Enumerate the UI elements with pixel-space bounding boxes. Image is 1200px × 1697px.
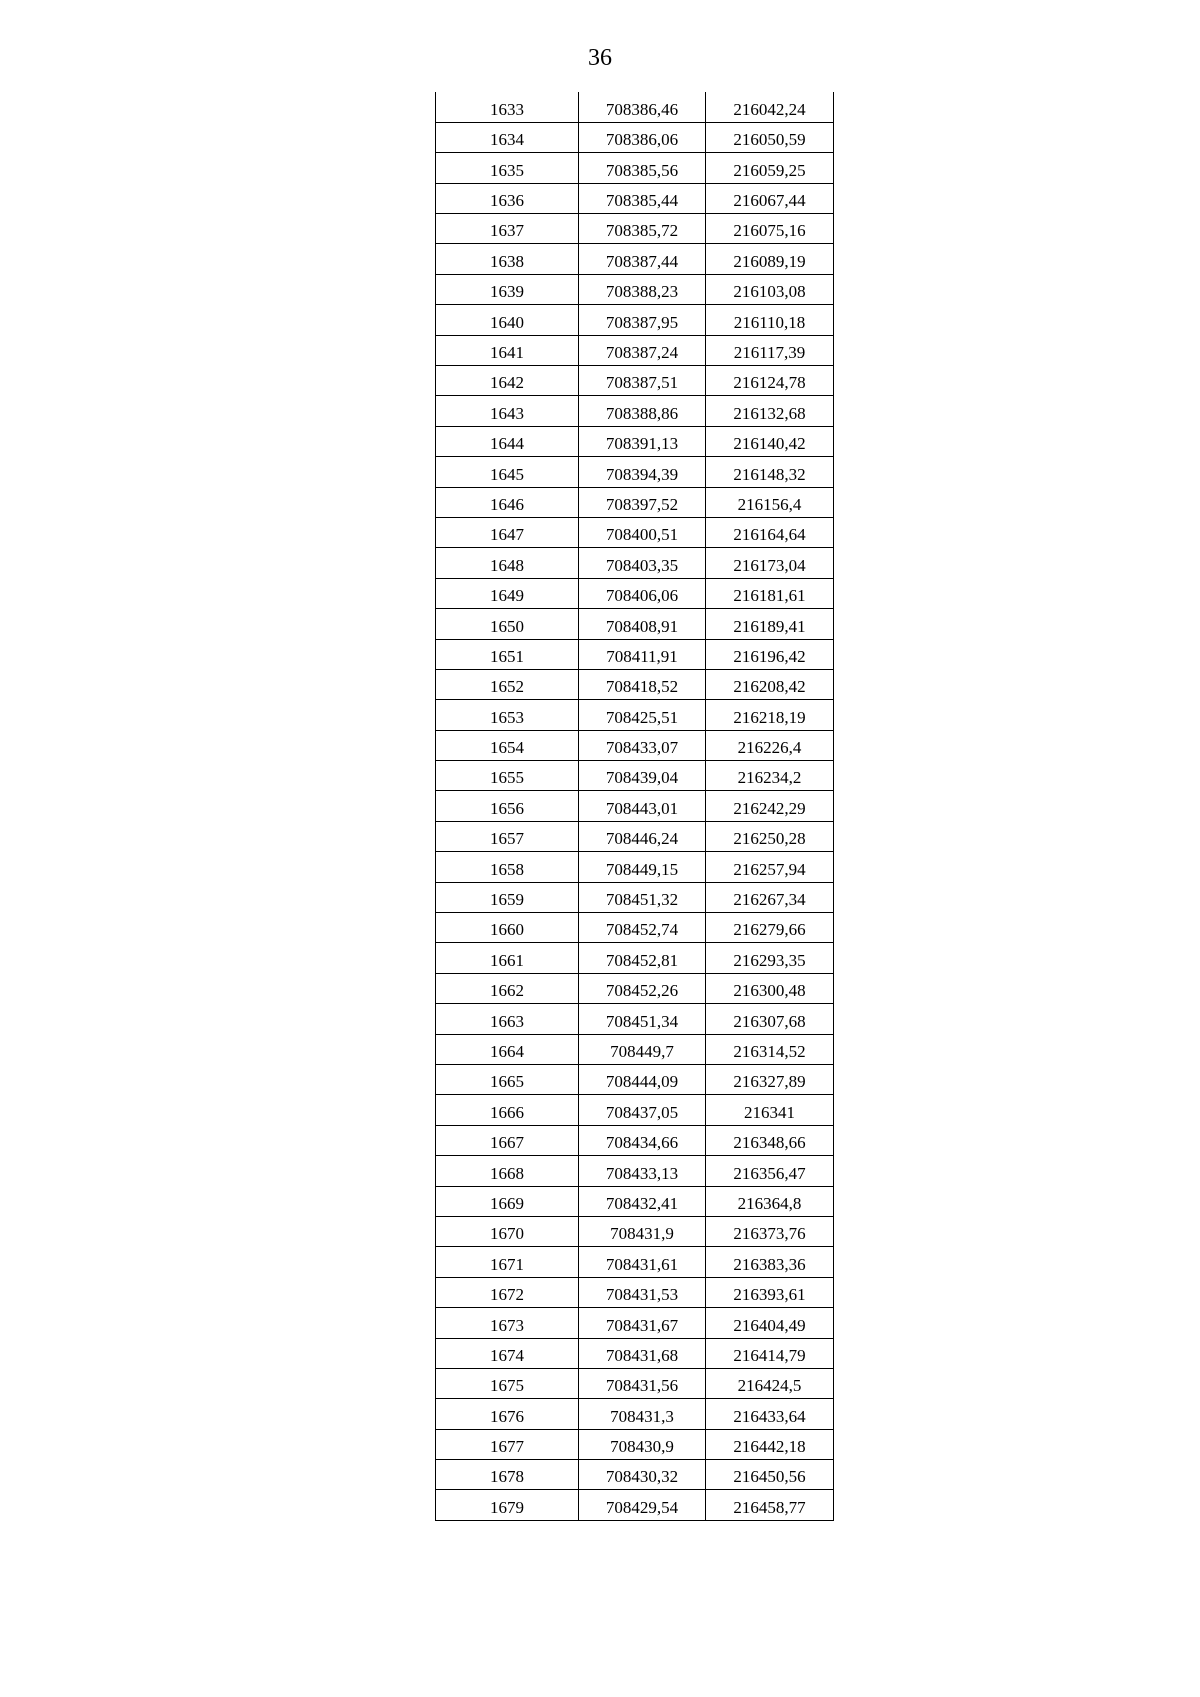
y-coordinate-cell: 216442,18: [706, 1429, 834, 1459]
point-number-cell: 1667: [436, 1125, 579, 1155]
y-coordinate-cell: 216348,66: [706, 1125, 834, 1155]
x-coordinate-cell: 708400,51: [579, 517, 706, 547]
point-number-cell: 1664: [436, 1034, 579, 1064]
y-coordinate-cell: 216173,04: [706, 548, 834, 578]
table-row: [436, 700, 834, 730]
y-coordinate-cell: 216458,77: [706, 1490, 834, 1520]
table-row: [436, 548, 834, 578]
y-coordinate-cell: 216218,19: [706, 700, 834, 730]
x-coordinate-cell: 708449,15: [579, 852, 706, 882]
x-coordinate-cell: 708452,26: [579, 973, 706, 1003]
table-row: [436, 821, 834, 851]
table-row: [436, 92, 834, 122]
y-coordinate-cell: 216373,76: [706, 1216, 834, 1246]
point-number-cell: 1645: [436, 457, 579, 487]
point-number-cell: 1669: [436, 1186, 579, 1216]
table-row: [436, 730, 834, 760]
table-row: [436, 335, 834, 365]
table-row: [436, 852, 834, 882]
x-coordinate-cell: 708408,91: [579, 609, 706, 639]
point-number-cell: 1660: [436, 913, 579, 943]
y-coordinate-cell: 216234,2: [706, 761, 834, 791]
point-number-cell: 1636: [436, 183, 579, 213]
y-coordinate-cell: 216383,36: [706, 1247, 834, 1277]
point-number-cell: 1640: [436, 305, 579, 335]
table-row: [436, 396, 834, 426]
table-row: [436, 791, 834, 821]
y-coordinate-cell: 216393,61: [706, 1277, 834, 1307]
table-row: [436, 1399, 834, 1429]
table-row: [436, 669, 834, 699]
table-row: [436, 1247, 834, 1277]
table-row: [436, 487, 834, 517]
y-coordinate-cell: 216267,34: [706, 882, 834, 912]
y-coordinate-cell: 216450,56: [706, 1460, 834, 1490]
table-row: [436, 639, 834, 669]
point-number-cell: 1659: [436, 882, 579, 912]
point-number-cell: 1649: [436, 578, 579, 608]
point-number-cell: 1663: [436, 1004, 579, 1034]
point-number-cell: 1656: [436, 791, 579, 821]
page-number: 36: [588, 45, 612, 71]
x-coordinate-cell: 708451,34: [579, 1004, 706, 1034]
y-coordinate-cell: 216059,25: [706, 153, 834, 183]
point-number-cell: 1651: [436, 639, 579, 669]
table-row: [436, 1034, 834, 1064]
point-number-cell: 1639: [436, 274, 579, 304]
point-number-cell: 1647: [436, 517, 579, 547]
y-coordinate-cell: 216067,44: [706, 183, 834, 213]
point-number-cell: 1650: [436, 609, 579, 639]
table-row: [436, 761, 834, 791]
table-row: [436, 1186, 834, 1216]
y-coordinate-cell: 216075,16: [706, 214, 834, 244]
point-number-cell: 1652: [436, 669, 579, 699]
table-row: [436, 1125, 834, 1155]
point-number-cell: 1654: [436, 730, 579, 760]
x-coordinate-cell: 708397,52: [579, 487, 706, 517]
point-number-cell: 1679: [436, 1490, 579, 1520]
x-coordinate-cell: 708437,05: [579, 1095, 706, 1125]
y-coordinate-cell: 216148,32: [706, 457, 834, 487]
x-coordinate-cell: 708429,54: [579, 1490, 706, 1520]
y-coordinate-cell: 216181,61: [706, 578, 834, 608]
point-number-cell: 1671: [436, 1247, 579, 1277]
table-row: [436, 943, 834, 973]
x-coordinate-cell: 708388,86: [579, 396, 706, 426]
point-number-cell: 1657: [436, 821, 579, 851]
y-coordinate-cell: 216279,66: [706, 913, 834, 943]
table-row: [436, 244, 834, 274]
x-coordinate-cell: 708431,67: [579, 1308, 706, 1338]
point-number-cell: 1661: [436, 943, 579, 973]
y-coordinate-cell: 216293,35: [706, 943, 834, 973]
x-coordinate-cell: 708434,66: [579, 1125, 706, 1155]
table-row: [436, 882, 834, 912]
x-coordinate-cell: 708431,61: [579, 1247, 706, 1277]
y-coordinate-cell: 216250,28: [706, 821, 834, 851]
table-row: [436, 578, 834, 608]
y-coordinate-cell: 216103,08: [706, 274, 834, 304]
y-coordinate-cell: 216226,4: [706, 730, 834, 760]
y-coordinate-cell: 216242,29: [706, 791, 834, 821]
x-coordinate-cell: 708430,9: [579, 1429, 706, 1459]
y-coordinate-cell: 216208,42: [706, 669, 834, 699]
x-coordinate-cell: 708452,81: [579, 943, 706, 973]
table-row: [436, 122, 834, 152]
table-row: [436, 305, 834, 335]
x-coordinate-cell: 708406,06: [579, 578, 706, 608]
table-row: [436, 1308, 834, 1338]
table-row: [436, 426, 834, 456]
x-coordinate-cell: 708451,32: [579, 882, 706, 912]
x-coordinate-cell: 708452,74: [579, 913, 706, 943]
y-coordinate-cell: 216132,68: [706, 396, 834, 426]
y-coordinate-cell: 216327,89: [706, 1065, 834, 1095]
table-row: [436, 609, 834, 639]
y-coordinate-cell: 216196,42: [706, 639, 834, 669]
x-coordinate-cell: 708432,41: [579, 1186, 706, 1216]
table-row: [436, 214, 834, 244]
x-coordinate-cell: 708443,01: [579, 791, 706, 821]
x-coordinate-cell: 708387,95: [579, 305, 706, 335]
coordinates-table-body: [436, 92, 834, 1520]
point-number-cell: 1644: [436, 426, 579, 456]
y-coordinate-cell: 216257,94: [706, 852, 834, 882]
y-coordinate-cell: 216189,41: [706, 609, 834, 639]
x-coordinate-cell: 708385,72: [579, 214, 706, 244]
y-coordinate-cell: 216140,42: [706, 426, 834, 456]
table-row: [436, 1065, 834, 1095]
y-coordinate-cell: 216117,39: [706, 335, 834, 365]
point-number-cell: 1673: [436, 1308, 579, 1338]
x-coordinate-cell: 708418,52: [579, 669, 706, 699]
y-coordinate-cell: 216414,79: [706, 1338, 834, 1368]
y-coordinate-cell: 216433,64: [706, 1399, 834, 1429]
table-row: [436, 1490, 834, 1520]
x-coordinate-cell: 708385,44: [579, 183, 706, 213]
table-row: [436, 457, 834, 487]
x-coordinate-cell: 708444,09: [579, 1065, 706, 1095]
y-coordinate-cell: 216156,4: [706, 487, 834, 517]
table-row: [436, 1216, 834, 1246]
x-coordinate-cell: 708430,32: [579, 1460, 706, 1490]
point-number-cell: 1678: [436, 1460, 579, 1490]
x-coordinate-cell: 708449,7: [579, 1034, 706, 1064]
x-coordinate-cell: 708387,24: [579, 335, 706, 365]
point-number-cell: 1668: [436, 1156, 579, 1186]
table-row: [436, 913, 834, 943]
y-coordinate-cell: 216164,64: [706, 517, 834, 547]
x-coordinate-cell: 708446,24: [579, 821, 706, 851]
point-number-cell: 1646: [436, 487, 579, 517]
point-number-cell: 1638: [436, 244, 579, 274]
point-number-cell: 1672: [436, 1277, 579, 1307]
x-coordinate-cell: 708403,35: [579, 548, 706, 578]
y-coordinate-cell: 216356,47: [706, 1156, 834, 1186]
y-coordinate-cell: 216341: [706, 1095, 834, 1125]
x-coordinate-cell: 708411,91: [579, 639, 706, 669]
table-row: [436, 153, 834, 183]
point-number-cell: 1658: [436, 852, 579, 882]
x-coordinate-cell: 708387,51: [579, 366, 706, 396]
x-coordinate-cell: 708387,44: [579, 244, 706, 274]
point-number-cell: 1666: [436, 1095, 579, 1125]
y-coordinate-cell: 216124,78: [706, 366, 834, 396]
table-row: [436, 1004, 834, 1034]
x-coordinate-cell: 708425,51: [579, 700, 706, 730]
y-coordinate-cell: 216050,59: [706, 122, 834, 152]
point-number-cell: 1633: [436, 92, 579, 122]
x-coordinate-cell: 708391,13: [579, 426, 706, 456]
x-coordinate-cell: 708394,39: [579, 457, 706, 487]
point-number-cell: 1643: [436, 396, 579, 426]
table-row: [436, 183, 834, 213]
table-row: [436, 366, 834, 396]
x-coordinate-cell: 708433,13: [579, 1156, 706, 1186]
x-coordinate-cell: 708431,3: [579, 1399, 706, 1429]
x-coordinate-cell: 708433,07: [579, 730, 706, 760]
table-row: [436, 1338, 834, 1368]
table-row: [436, 1095, 834, 1125]
table-row: [436, 517, 834, 547]
y-coordinate-cell: 216089,19: [706, 244, 834, 274]
point-number-cell: 1676: [436, 1399, 579, 1429]
table-row: [436, 1277, 834, 1307]
coordinates-table: [435, 92, 834, 1521]
x-coordinate-cell: 708431,9: [579, 1216, 706, 1246]
point-number-cell: 1675: [436, 1368, 579, 1398]
y-coordinate-cell: 216042,24: [706, 92, 834, 122]
point-number-cell: 1641: [436, 335, 579, 365]
x-coordinate-cell: 708439,04: [579, 761, 706, 791]
point-number-cell: 1648: [436, 548, 579, 578]
y-coordinate-cell: 216110,18: [706, 305, 834, 335]
x-coordinate-cell: 708431,68: [579, 1338, 706, 1368]
point-number-cell: 1674: [436, 1338, 579, 1368]
point-number-cell: 1653: [436, 700, 579, 730]
point-number-cell: 1677: [436, 1429, 579, 1459]
point-number-cell: 1634: [436, 122, 579, 152]
x-coordinate-cell: 708386,46: [579, 92, 706, 122]
y-coordinate-cell: 216307,68: [706, 1004, 834, 1034]
y-coordinate-cell: 216404,49: [706, 1308, 834, 1338]
x-coordinate-cell: 708385,56: [579, 153, 706, 183]
table-row: [436, 1460, 834, 1490]
x-coordinate-cell: 708431,53: [579, 1277, 706, 1307]
point-number-cell: 1635: [436, 153, 579, 183]
table-row: [436, 1156, 834, 1186]
point-number-cell: 1662: [436, 973, 579, 1003]
point-number-cell: 1670: [436, 1216, 579, 1246]
x-coordinate-cell: 708388,23: [579, 274, 706, 304]
y-coordinate-cell: 216364,8: [706, 1186, 834, 1216]
point-number-cell: 1637: [436, 214, 579, 244]
table-row: [436, 973, 834, 1003]
y-coordinate-cell: 216314,52: [706, 1034, 834, 1064]
x-coordinate-cell: 708431,56: [579, 1368, 706, 1398]
point-number-cell: 1655: [436, 761, 579, 791]
y-coordinate-cell: 216300,48: [706, 973, 834, 1003]
x-coordinate-cell: 708386,06: [579, 122, 706, 152]
table-row: [436, 1429, 834, 1459]
table-row: [436, 274, 834, 304]
point-number-cell: 1665: [436, 1065, 579, 1095]
point-number-cell: 1642: [436, 366, 579, 396]
table-row: [436, 1368, 834, 1398]
y-coordinate-cell: 216424,5: [706, 1368, 834, 1398]
